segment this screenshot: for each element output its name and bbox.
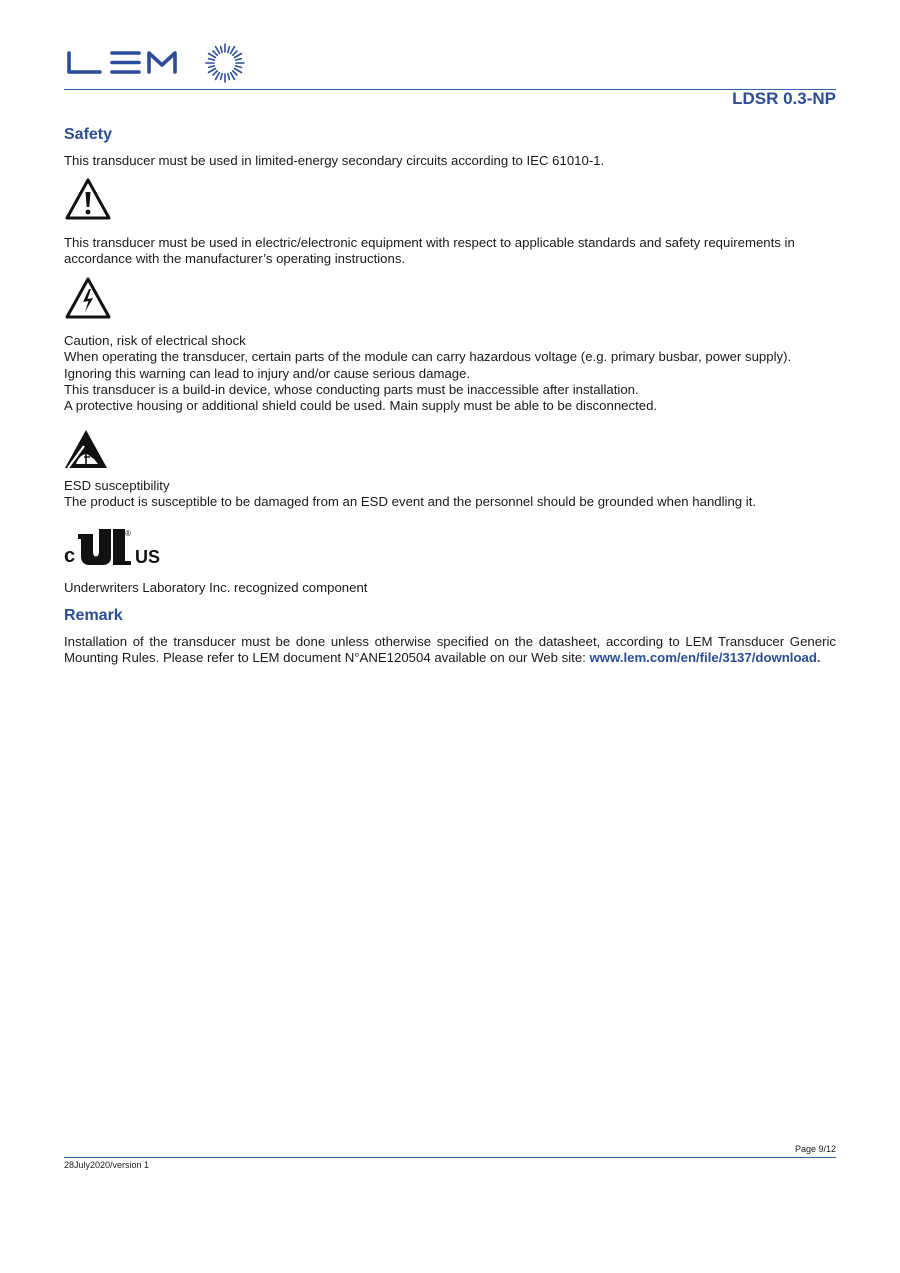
electric-shock-warning-icon bbox=[64, 276, 112, 325]
ul-recognized-mark-icon bbox=[64, 525, 164, 572]
safety-heading: Safety bbox=[64, 126, 113, 143]
general-warning-icon bbox=[64, 177, 112, 226]
shock-line: When operating the transducer, certain parts of the module can carry hazardous voltage (e.g. primary busbar, power supply). bbox=[64, 349, 792, 365]
electrical-shock-text bbox=[64, 333, 836, 414]
remark-end: . bbox=[816, 650, 821, 666]
shock-line: A protective housing or additional shield could be used. Main supply must be able to be disconnected. bbox=[64, 398, 658, 414]
esd-line: ESD susceptibility bbox=[64, 478, 170, 493]
document-version: 28July2020/version 1 bbox=[64, 1160, 150, 1170]
shock-line: This transducer is a build-in device, whose conducting parts must be inaccessible after installation. bbox=[64, 381, 639, 397]
shock-line: Caution, risk of electrical shock bbox=[64, 333, 246, 348]
ul-recognition-text: Underwriters Laboratory Inc. recognized component bbox=[64, 580, 368, 595]
header-rule bbox=[64, 89, 836, 90]
esd-line: The product is susceptible to be damaged from an ESD event and the personnel should be grounded when handling it. bbox=[64, 494, 757, 510]
esd-text bbox=[64, 478, 836, 511]
document-title: LDSR 0.3-NP bbox=[732, 89, 836, 108]
logo-text: LEM bbox=[66, 38, 69, 39]
equipment-requirements-text: This transducer must be used in electric/electronic equipment with respect to applicable standards and safety requirements in accordance with the manufacturer’s operating instructions. bbox=[64, 235, 795, 267]
safety-intro-text: This transducer must be used in limited-energy secondary circuits according to IEC 61010-1. bbox=[64, 153, 605, 168]
remark-body: Installation of the transducer must be done unless otherwise specified on the datasheet, according to LEM Transducer Generic Mounting Rules. Please refer to LEM document N°ANE120504 available on our Web site: bbox=[64, 634, 836, 666]
shock-line: Ignoring this warning can lead to injury and/or cause serious damage. bbox=[64, 365, 471, 381]
footer-rule bbox=[64, 1157, 836, 1158]
remark-heading: Remark bbox=[64, 607, 123, 624]
esd-sensitive-icon bbox=[64, 428, 108, 475]
remark-text bbox=[64, 634, 836, 667]
lem-logo-icon bbox=[66, 38, 256, 88]
ul-mark-us: US bbox=[135, 547, 161, 567]
ul-mark-registered: ® bbox=[125, 529, 131, 538]
lem-download-link[interactable]: www.lem.com/en/file/3137/download bbox=[589, 650, 817, 666]
page-number: Page 9/12 bbox=[794, 1144, 836, 1154]
ul-mark-c: c bbox=[64, 545, 76, 567]
